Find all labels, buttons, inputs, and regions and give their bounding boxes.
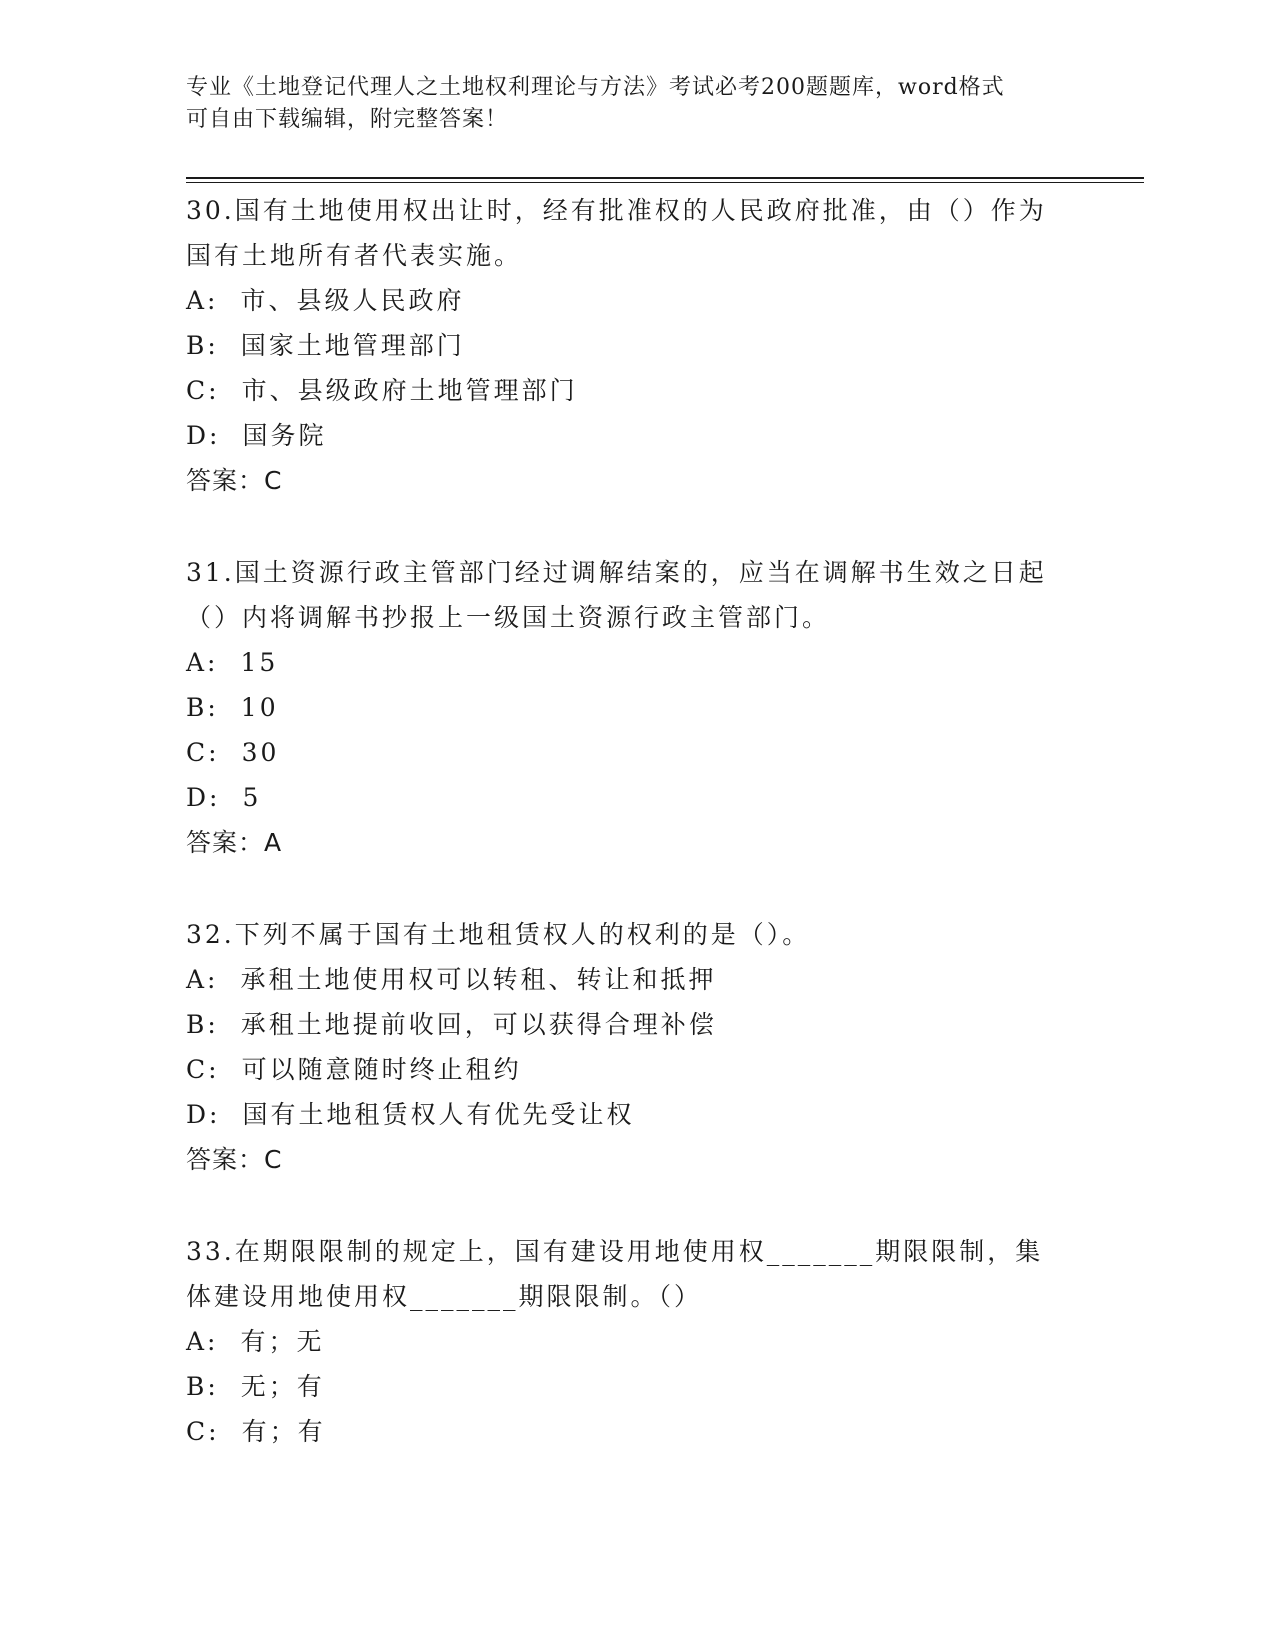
option-key: D: xyxy=(186,1100,221,1129)
option-key: D: xyxy=(186,783,221,812)
option-key: A: xyxy=(186,965,219,994)
question-list xyxy=(186,188,1086,1454)
option-key: A: xyxy=(186,286,219,315)
question-31 xyxy=(186,550,1086,865)
option-text: 有；无 xyxy=(240,1327,325,1356)
option-text: 国有土地租赁权人有优先受让权 xyxy=(242,1100,635,1129)
option-key: C: xyxy=(186,1055,220,1084)
header-title-line-1: 专业《土地登记代理人之土地权利理论与方法》考试必考200题题库，word格式 xyxy=(186,75,1005,100)
option-c xyxy=(186,1409,1086,1454)
option-key: A: xyxy=(186,648,219,677)
option-text: 15 xyxy=(240,648,279,677)
option-text: 承租土地提前收回，可以获得合理补偿 xyxy=(240,1010,717,1039)
option-text: 承租土地使用权可以转租、转让和抵押 xyxy=(240,965,717,994)
option-text: 市、县级政府土地管理部门 xyxy=(241,376,578,405)
answer-line: 答案：C xyxy=(186,466,283,495)
option-text: 无；有 xyxy=(240,1372,325,1401)
option-key: C: xyxy=(186,1417,220,1446)
question-stem-line: 30.国有土地使用权出让时，经有批准权的人民政府批准，由（）作为 xyxy=(186,196,1047,225)
option-c xyxy=(186,730,1086,775)
option-text: 可以随意随时终止租约 xyxy=(241,1055,522,1084)
option-d xyxy=(186,775,1086,820)
question-stem-line: （）内将调解书抄报上一级国土资源行政主管部门。 xyxy=(186,603,831,632)
option-text: 有；有 xyxy=(241,1417,326,1446)
option-a xyxy=(186,278,1086,323)
option-text: 30 xyxy=(241,738,280,767)
option-c xyxy=(186,1047,1086,1092)
option-b xyxy=(186,685,1086,730)
option-key: B: xyxy=(186,1372,219,1401)
option-d xyxy=(186,1092,1086,1137)
header-title-line-2: 可自由下载编辑，附完整答案！ xyxy=(186,107,509,132)
answer-line: 答案：A xyxy=(186,828,283,857)
question-stem-line: 国有土地所有者代表实施。 xyxy=(186,241,523,270)
question-33 xyxy=(186,1229,1086,1454)
option-a xyxy=(186,1319,1086,1364)
option-key: B: xyxy=(186,1010,219,1039)
question-stem-line: 31.国土资源行政主管部门经过调解结案的，应当在调解书生效之日起 xyxy=(186,558,1047,587)
option-key: B: xyxy=(186,693,219,722)
option-key: B: xyxy=(186,331,219,360)
option-text: 国家土地管理部门 xyxy=(240,331,465,360)
question-stem-line: 体建设用地使用权_______期限限制。（） xyxy=(186,1282,703,1311)
question-stem-line: 32.下列不属于国有土地租赁权人的权利的是（）。 xyxy=(186,920,811,949)
option-key: A: xyxy=(186,1327,219,1356)
option-text: 国务院 xyxy=(242,421,327,450)
option-c xyxy=(186,368,1086,413)
option-text: 市、县级人民政府 xyxy=(240,286,465,315)
answer-line: 答案：C xyxy=(186,1145,283,1174)
option-a xyxy=(186,640,1086,685)
option-key: C: xyxy=(186,376,220,405)
question-stem-line: 33.在期限限制的规定上，国有建设用地使用权_______期限限制，集 xyxy=(186,1237,1044,1266)
option-b xyxy=(186,1364,1086,1409)
option-b xyxy=(186,1002,1086,1047)
option-key: C: xyxy=(186,738,220,767)
question-32 xyxy=(186,912,1086,1182)
option-d xyxy=(186,413,1086,458)
option-text: 5 xyxy=(242,783,262,812)
option-text: 10 xyxy=(240,693,279,722)
document-header xyxy=(186,72,1066,136)
option-key: D: xyxy=(186,421,221,450)
option-b xyxy=(186,323,1086,368)
header-divider xyxy=(186,177,1144,183)
option-a xyxy=(186,957,1086,1002)
question-30 xyxy=(186,188,1086,503)
